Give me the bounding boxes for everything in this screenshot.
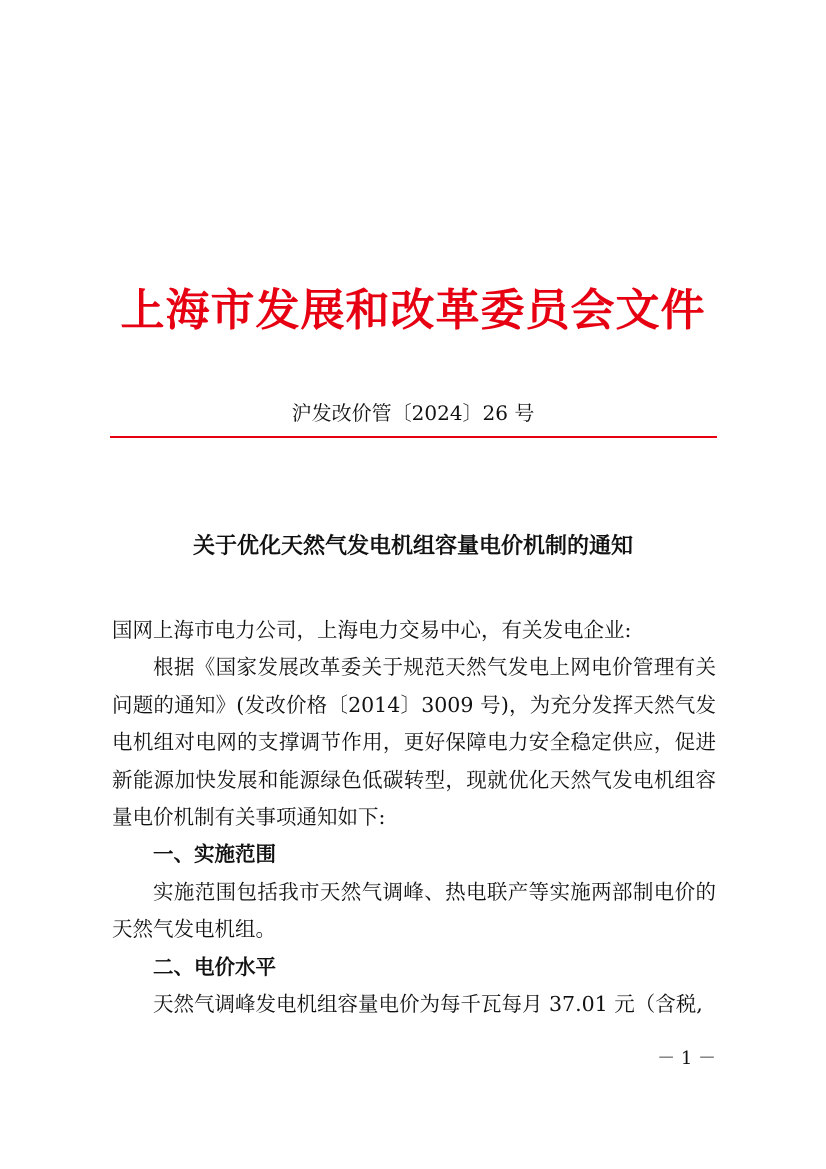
section-heading-scope: 一、实施范围 <box>153 842 276 867</box>
document-number: 沪发改价管〔2024〕26 号 <box>291 401 535 425</box>
section-text-scope: 实施范围包括我市天然气调峰、热电联产等实施两部制电价的天然气发电机组。 <box>112 879 716 942</box>
section-text-price-level: 天然气调峰发电机组容量电价为每千瓦每月 37.01 元（含税, <box>153 992 703 1017</box>
intro-paragraph: 根据《国家发展改革委关于规范天然气发电上网电价管理有关问题的通知》(发改价格〔2014〕3009 号)，为充分发挥天然气发电机组对电网的支撑调节作用，更好保障电力安全稳定供应，促进新能源加快发展和能源绿色低碳转型，现就优化天然气发电机组容量电价机制有关事项通知如下: <box>112 655 716 830</box>
red-divider-line <box>110 436 717 438</box>
salutation: 国网上海市电力公司，上海电力交易中心，有关发电企业: <box>112 618 632 642</box>
masthead-title: 上海市发展和改革委员会文件 <box>120 285 706 336</box>
page-number: － 1 － <box>657 1048 716 1069</box>
section-heading-price-level: 二、电价水平 <box>153 954 276 979</box>
document-title: 关于优化天然气发电机组容量电价机制的通知 <box>192 533 633 559</box>
document-body <box>112 612 716 1023</box>
